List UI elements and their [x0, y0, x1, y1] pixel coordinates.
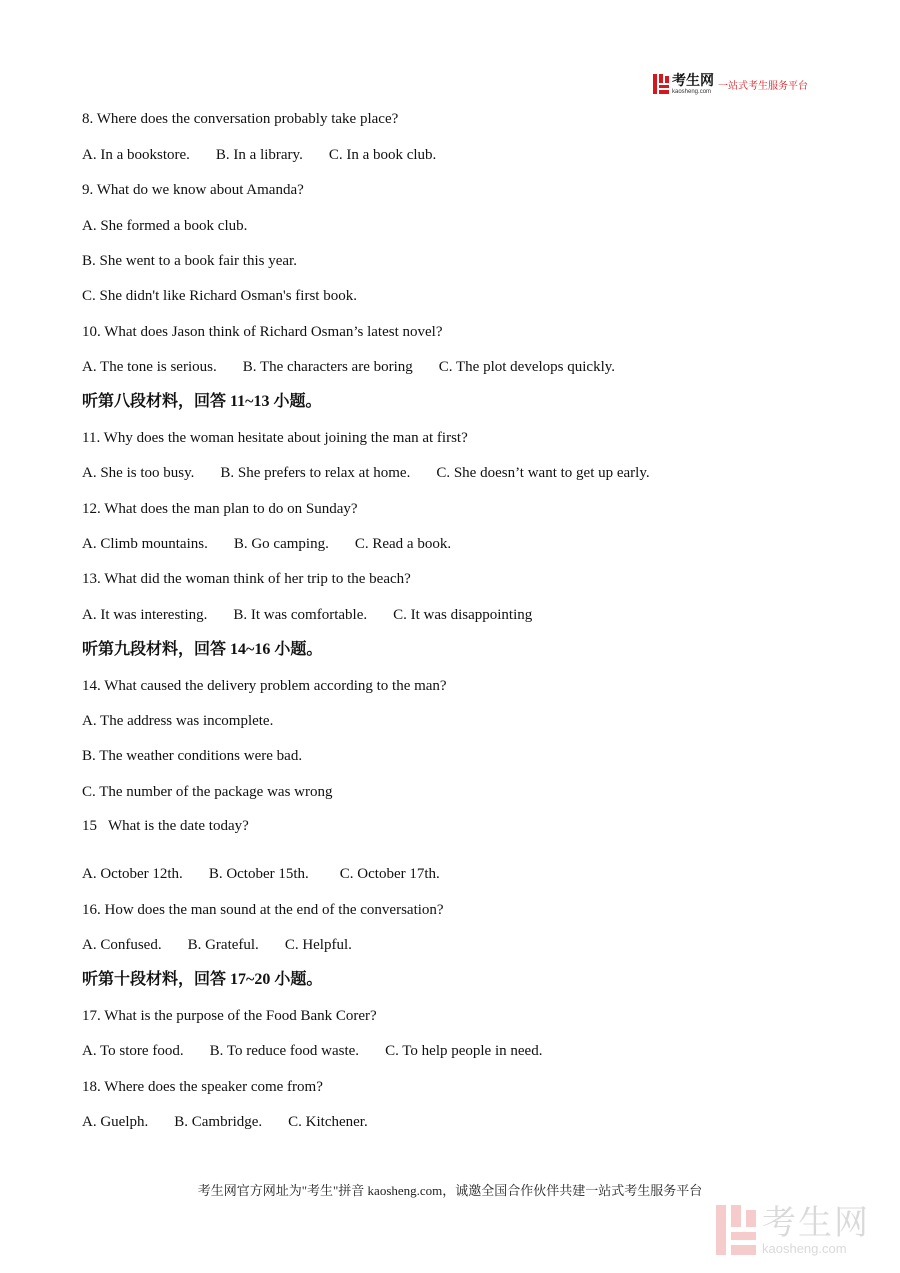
question-11-options — [82, 464, 650, 482]
watermark-name: 考生网 — [762, 1202, 870, 1243]
option: A. Climb mountains. — [82, 536, 208, 552]
option: A. It was interesting. — [82, 607, 208, 623]
option: A. October 12th. — [82, 866, 183, 882]
watermark-domain: kaosheng.com — [762, 1240, 847, 1256]
option: B. To reduce food waste. — [209, 1043, 360, 1059]
question-8: 8. Where does the conversation probably take place? — [82, 111, 399, 127]
section-heading-8: 听第八段材料，回答 11~13 小题。 — [82, 393, 322, 410]
option: B. The weather conditions were bad. — [82, 748, 303, 764]
kaosheng-logo-icon — [653, 74, 669, 94]
option: A. The address was incomplete. — [82, 713, 274, 729]
option: C. The number of the package was wrong — [82, 784, 333, 800]
question-18: 18. Where does the speaker come from? — [82, 1079, 323, 1095]
option: C. In a book club. — [328, 147, 437, 163]
question-13: 13. What did the woman think of her trip to the beach? — [82, 571, 411, 587]
option: A. Confused. — [82, 937, 162, 953]
option: B. Grateful. — [187, 937, 259, 953]
question-8-options — [82, 146, 436, 164]
option: B. The characters are boring — [242, 359, 413, 375]
option: C. She didn't like Richard Osman's first book. — [82, 288, 357, 304]
option: C. Kitchener. — [288, 1114, 368, 1130]
option: B. She prefers to relax at home. — [220, 465, 411, 481]
option: A. To store food. — [82, 1043, 184, 1059]
option: B. In a library. — [215, 147, 303, 163]
option: A. She is too busy. — [82, 465, 195, 481]
header-logo — [653, 73, 808, 95]
section-heading-10: 听第十段材料，回答 17~20 小题。 — [82, 971, 323, 988]
question-16: 16. How does the man sound at the end of the conversation? — [82, 902, 444, 918]
option: C. Read a book. — [354, 536, 452, 552]
option: A. The tone is serious. — [82, 359, 217, 375]
question-16-options — [82, 936, 352, 954]
option: B. She went to a book fair this year. — [82, 253, 297, 269]
header-slogan: 一站式考生服务平台 — [718, 80, 808, 92]
option: C. Helpful. — [284, 937, 352, 953]
option: C. She doesn’t want to get up early. — [436, 465, 650, 481]
question-10: 10. What does Jason think of Richard Osman’s latest novel? — [82, 324, 443, 340]
section-heading-9: 听第九段材料，回答 14~16 小题。 — [82, 641, 323, 658]
option: A. She formed a book club. — [82, 218, 248, 234]
question-14: 14. What caused the delivery problem according to the man? — [82, 678, 447, 694]
kaosheng-watermark-icon — [716, 1205, 756, 1255]
option: C. To help people in need. — [385, 1043, 543, 1059]
option: C. It was disappointing — [393, 607, 533, 623]
question-9: 9. What do we know about Amanda? — [82, 182, 304, 198]
question-11: 11. Why does the woman hesitate about joining the man at first? — [82, 430, 468, 446]
question-15: 15 What is the date today? — [82, 818, 249, 834]
question-17: 17. What is the purpose of the Food Bank Corer? — [82, 1008, 377, 1024]
option: C. The plot develops quickly. — [438, 359, 616, 375]
option: A. In a bookstore. — [82, 147, 190, 163]
question-17-options — [82, 1042, 542, 1060]
page-footer: 考生网官方网址为"考生"拼音 kaosheng.com，诚邀全国合作伙伴共建一站式考生服务平台 — [197, 1183, 703, 1198]
logo-domain: kaosheng.com — [672, 88, 712, 95]
option: B. October 15th. — [208, 866, 309, 882]
question-10-options — [82, 358, 615, 376]
option: B. Go camping. — [233, 536, 329, 552]
question-13-options — [82, 606, 532, 624]
question-18-options — [82, 1113, 368, 1131]
option: A. Guelph. — [82, 1114, 149, 1130]
watermark — [716, 1202, 870, 1256]
option: C. October 17th. — [339, 866, 440, 882]
question-15-options — [82, 865, 440, 883]
option: B. Cambridge. — [174, 1114, 263, 1130]
option: B. It was comfortable. — [233, 607, 368, 623]
question-12-options — [82, 535, 451, 553]
question-12: 12. What does the man plan to do on Sunday? — [82, 501, 358, 517]
logo-name: 考生网 — [672, 72, 714, 89]
